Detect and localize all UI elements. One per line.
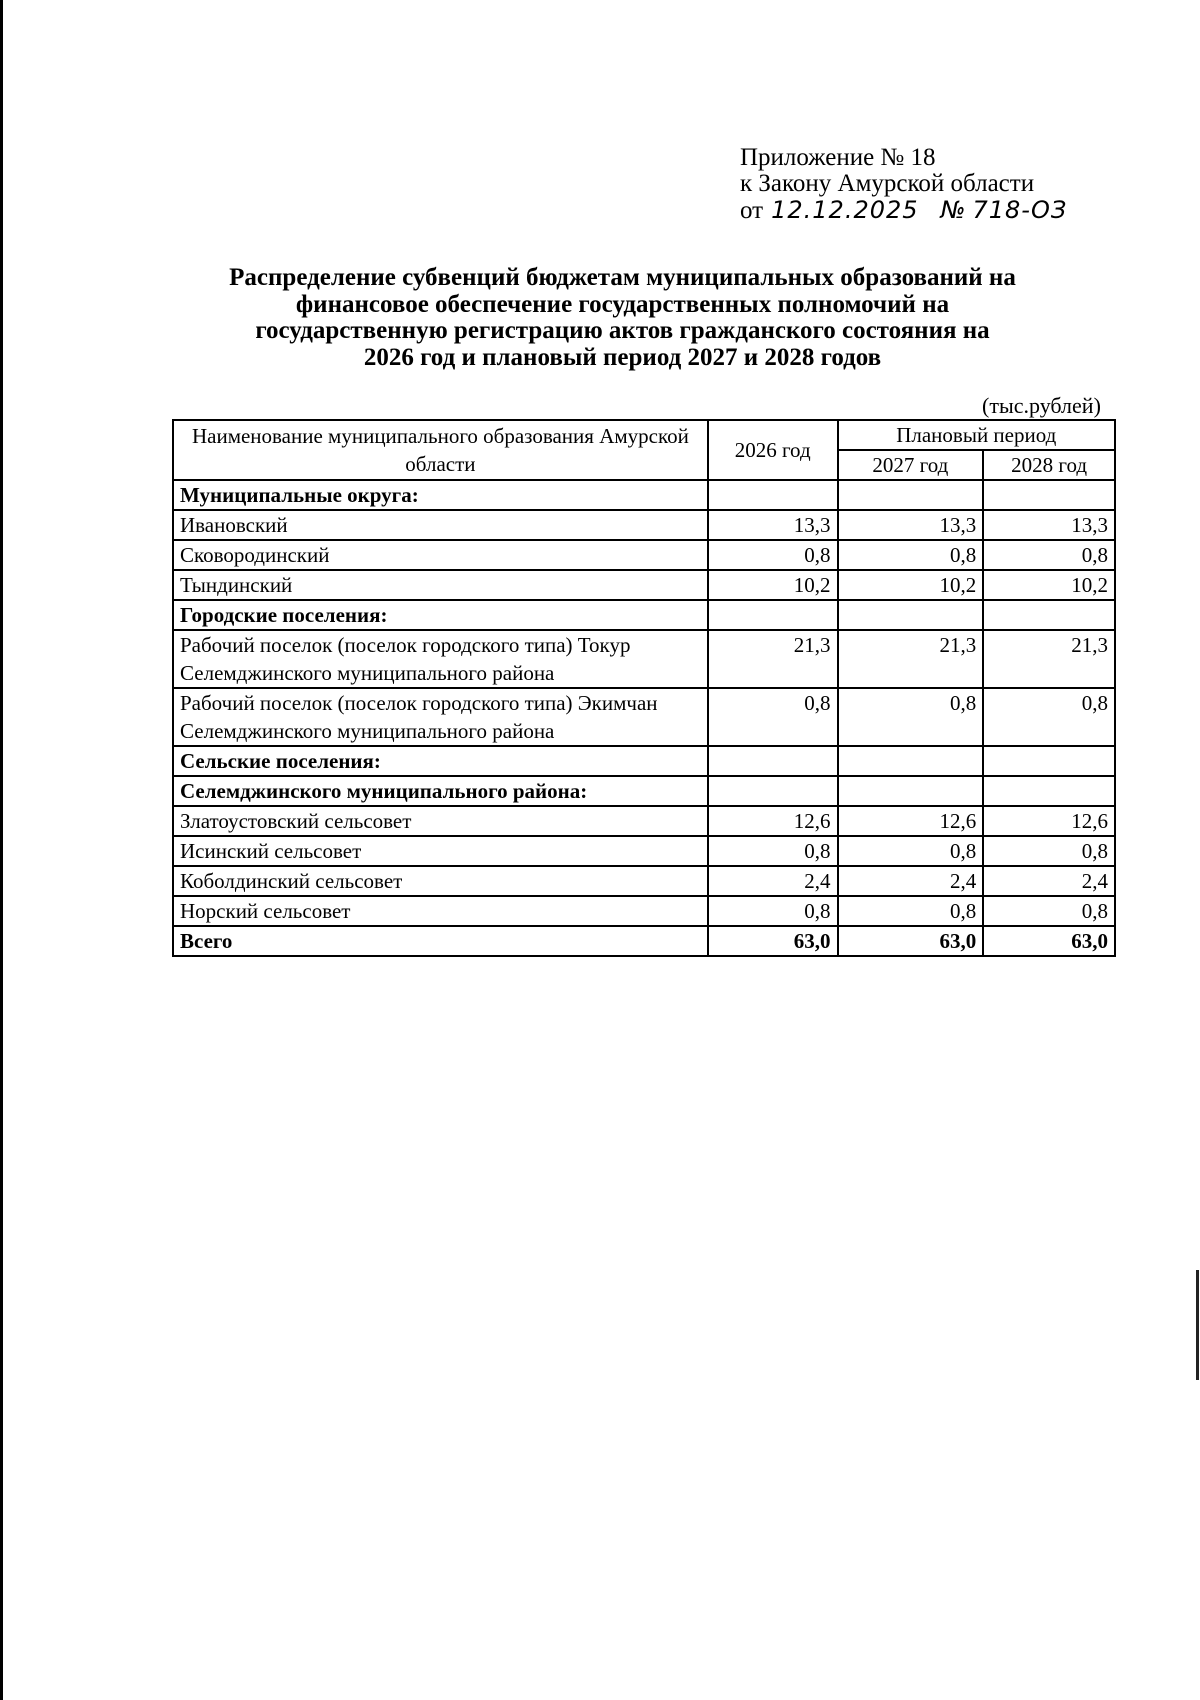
- value-2028: 0,8: [983, 836, 1115, 866]
- municipality-name: Норский сельсовет: [173, 896, 708, 926]
- appendix-date-line: [740, 197, 1067, 224]
- scan-edge-right: [1196, 1270, 1199, 1380]
- value-2026: 12,6: [708, 806, 838, 836]
- table-row: [173, 866, 1115, 896]
- appendix-law-reference: к Закону Амурской области: [740, 170, 1035, 197]
- scan-edge-left: [0, 0, 3, 1700]
- value-2026: 10,2: [708, 570, 838, 600]
- table-row: [173, 836, 1115, 866]
- appendix-from-label: от: [740, 197, 764, 224]
- value-2028: 0,8: [983, 540, 1115, 570]
- table-row: [173, 540, 1115, 570]
- value-2026: 2,4: [708, 866, 838, 896]
- value-2027: 0,8: [838, 896, 984, 926]
- value-2026: 0,8: [708, 896, 838, 926]
- document-title: [160, 265, 1085, 371]
- handwritten-law-number: 718-ОЗ: [972, 196, 1068, 224]
- value-2027: 21,3: [838, 630, 984, 688]
- handwritten-number-mark: №: [940, 196, 967, 224]
- section-title: Муниципальные округа:: [173, 480, 708, 510]
- value-2027: [838, 776, 984, 806]
- value-2028: 13,3: [983, 510, 1115, 540]
- value-2028: [983, 600, 1115, 630]
- value-2028: [983, 480, 1115, 510]
- value-2026: 0,8: [708, 836, 838, 866]
- value-2027: 12,6: [838, 806, 984, 836]
- value-2028: 21,3: [983, 630, 1115, 688]
- municipality-name: Златоустовский сельсовет: [173, 806, 708, 836]
- total-2028: 63,0: [983, 926, 1115, 956]
- section-row: [173, 480, 1115, 510]
- subvention-table: [172, 419, 1116, 957]
- table-row: [173, 896, 1115, 926]
- handwritten-date: 12.12.2025: [771, 196, 919, 224]
- section-row: [173, 776, 1115, 806]
- table-body: [173, 480, 1115, 926]
- value-2027: [838, 480, 984, 510]
- table-row: [173, 806, 1115, 836]
- title-line-2: финансовое обеспечение государственных полномочий на: [295, 290, 950, 318]
- header-2026: 2026 год: [708, 420, 838, 480]
- municipality-name: Тындинский: [173, 570, 708, 600]
- municipality-name: Рабочий поселок (поселок городского типа) Экимчан Селемджинского муниципального района: [173, 688, 708, 746]
- value-2027: [838, 746, 984, 776]
- section-row: [173, 746, 1115, 776]
- municipality-name: Рабочий поселок (поселок городского типа) Токур Селемджинского муниципального района: [173, 630, 708, 688]
- value-2026: [708, 480, 838, 510]
- value-2028: [983, 776, 1115, 806]
- section-title: Городские поселения:: [173, 600, 708, 630]
- value-2026: [708, 600, 838, 630]
- value-2028: 0,8: [983, 896, 1115, 926]
- appendix-block: [740, 145, 1067, 224]
- value-2028: 12,6: [983, 806, 1115, 836]
- title-line-3: государственную регистрацию актов гражданского состояния на: [255, 317, 990, 344]
- units-label: (тыс.рублей): [982, 393, 1101, 418]
- table-row: [173, 510, 1115, 540]
- value-2027: 0,8: [838, 540, 984, 570]
- value-2026: 21,3: [708, 630, 838, 688]
- value-2027: 2,4: [838, 866, 984, 896]
- value-2028: 0,8: [983, 688, 1115, 746]
- header-2028: 2028 год: [983, 450, 1115, 480]
- municipality-name: Коболдинский сельсовет: [173, 866, 708, 896]
- appendix-number: Приложение № 18: [740, 144, 936, 171]
- value-2026: [708, 746, 838, 776]
- value-2026: 0,8: [708, 688, 838, 746]
- value-2026: [708, 776, 838, 806]
- header-row-1: [173, 420, 1115, 450]
- value-2027: 0,8: [838, 688, 984, 746]
- table-row: [173, 630, 1115, 688]
- total-2027: 63,0: [838, 926, 984, 956]
- value-2026: 0,8: [708, 540, 838, 570]
- value-2027: 10,2: [838, 570, 984, 600]
- title-line-1: Распределение субвенций бюджетам муниципальных образований на: [229, 264, 1016, 291]
- value-2026: 13,3: [708, 510, 838, 540]
- header-name: Наименование муниципального образования Амурской области: [173, 420, 708, 480]
- value-2028: 10,2: [983, 570, 1115, 600]
- header-planned-period: Плановый период: [838, 420, 1115, 450]
- value-2027: 0,8: [838, 836, 984, 866]
- municipality-name: Исинский сельсовет: [173, 836, 708, 866]
- total-row: [173, 926, 1115, 956]
- municipality-name: Сковородинский: [173, 540, 708, 570]
- value-2028: 2,4: [983, 866, 1115, 896]
- value-2027: 13,3: [838, 510, 984, 540]
- section-row: [173, 600, 1115, 630]
- total-2026: 63,0: [708, 926, 838, 956]
- municipality-name: Ивановский: [173, 510, 708, 540]
- title-line-4: 2026 год и плановый период 2027 и 2028 годов: [363, 343, 882, 371]
- header-2027: 2027 год: [838, 450, 984, 480]
- table-row: [173, 570, 1115, 600]
- table-row: [173, 688, 1115, 746]
- section-title: Сельские поселения:: [173, 746, 708, 776]
- value-2028: [983, 746, 1115, 776]
- section-title: Селемджинского муниципального района:: [173, 776, 708, 806]
- total-label: Всего: [173, 926, 708, 956]
- value-2027: [838, 600, 984, 630]
